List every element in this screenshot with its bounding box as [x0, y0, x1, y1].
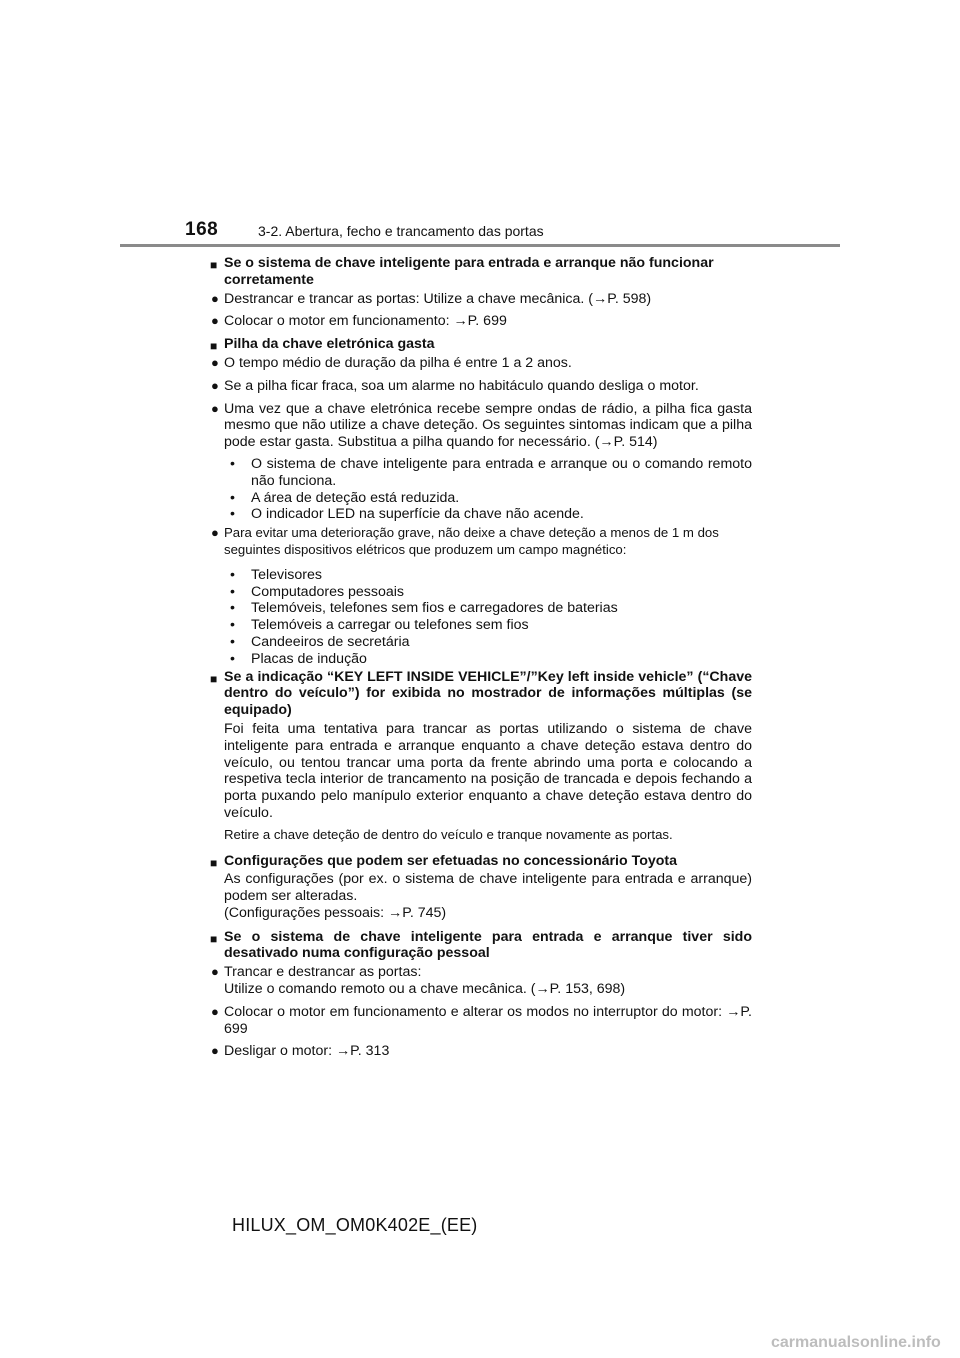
paragraph: Retire a chave deteção de dentro do veículo e tranque novamente as portas.: [224, 826, 673, 842]
symptom-list: [210, 456, 752, 523]
list-item-text: Destrancar e trancar as portas: Utilize a chave mecânica. (→P. 598): [224, 290, 652, 307]
sub-list-item-text: Telemóveis a carregar ou telefones sem fios: [251, 617, 529, 634]
section-heading-dealer-settings: [210, 853, 752, 870]
sub-list-item-text: Placas de indução: [251, 650, 367, 667]
sub-list-item-text: A área de deteção está reduzida.: [251, 489, 460, 506]
round-bullet-icon: ●: [211, 1003, 219, 1019]
document-code: HILUX_OM_OM0K402E_(EE): [232, 1215, 478, 1235]
sub-list-item: • A área de deteção está reduzida.: [230, 489, 460, 506]
paragraph: As configurações (por ex. o sistema de chave inteligente para entrada e arranque) podem ser alteradas.: [224, 871, 752, 905]
list-item-text: Utilize o comando remoto ou a chave mecânica. (→P. 153, 698): [224, 981, 626, 998]
list-item-text: Trancar e destrancar as portas:: [224, 964, 422, 981]
round-bullet-icon: ●: [211, 525, 219, 541]
round-bullet-icon: ●: [211, 354, 219, 370]
section-heading-battery-depletion: [210, 336, 752, 353]
page-number: 168: [185, 219, 219, 240]
paragraph: Foi feita uma tentativa para trancar as portas utilizando o sistema de chave inteligente para entrada e arranque enquanto a chave deteção estava dentro do veículo, ou tentou trancar uma porta da frente abrindo uma porta e colocando a respetiva tecla interior de trancamento na posição de trancada e depois fechando a porta puxando pelo manípulo exterior enquanto a chave deteção estava dentro do veículo.: [224, 720, 752, 821]
list-item-text: Desligar o motor: →P. 313: [224, 1043, 390, 1060]
heading-text: Se a indicação “KEY LEFT INSIDE VEHICLE”/”Key left inside vehicle” (“Chave dentro do veículo”) for exibida no mostrador de informações múltiplas (se equipado): [224, 668, 752, 719]
round-bullet-icon: ●: [211, 964, 219, 980]
sub-list-item-text: Telemóveis, telefones sem fios e carregadores de baterias: [251, 600, 618, 617]
list-item-text: Uma vez que a chave eletrónica recebe sempre ondas de rádio, a pilha fica gasta mesmo que não utilize a chave deteção. Os seguintes sintomas indicam que a pilha pode estar gasta. Substitua a pilha quando for necessário. (→P. 514): [224, 400, 752, 451]
list-item-text: Se a pilha ficar fraca, soa um alarme no habitáculo quando desliga o motor.: [224, 377, 699, 394]
square-bullet-icon: ■: [210, 931, 218, 946]
sub-list-item: • Placas de indução: [230, 650, 367, 667]
watermark: carmanualsonline.info: [771, 1334, 941, 1351]
sub-list-item: • O sistema de chave inteligente para entrada e arranque ou o comando remoto não funciona.: [230, 455, 752, 489]
header-divider: [120, 244, 840, 247]
section-title: 3-2. Abertura, fecho e trancamento das portas: [258, 223, 544, 239]
list-item: [210, 525, 752, 559]
device-list: [210, 567, 752, 668]
sub-list-item: • Candeeiros de secretária: [230, 633, 410, 650]
section-heading-smart-key-malfunction: [210, 255, 752, 289]
heading-text: Se o sistema de chave inteligente para entrada e arranque não funcionar corretamente: [224, 255, 714, 288]
sub-list-item-text: O sistema de chave inteligente para entrada e arranque ou o comando remoto não funciona.: [251, 455, 752, 489]
sub-list-item-text: Candeeiros de secretária: [251, 633, 410, 650]
page-header: [0, 0, 960, 250]
sub-list-item: • Telemóveis a carregar ou telefones sem fios: [230, 617, 529, 634]
sub-list-item: • Telemóveis, telefones sem fios e carregadores de baterias: [230, 600, 618, 617]
square-bullet-icon: ■: [210, 339, 218, 354]
list-item: [210, 378, 752, 395]
sub-list-item-text: Computadores pessoais: [251, 583, 404, 600]
section-heading-system-deactivated: [210, 929, 752, 963]
square-bullet-icon: ■: [210, 855, 218, 870]
heading-text: Pilha da chave eletrónica gasta: [224, 336, 435, 353]
sub-list-item: • Computadores pessoais: [230, 583, 404, 600]
round-bullet-icon: ●: [211, 1043, 219, 1059]
list-item-text: Colocar o motor em funcionamento e alterar os modos no interruptor do motor: →P. 699: [224, 1003, 752, 1037]
round-bullet-icon: ●: [211, 400, 219, 416]
list-item: [210, 964, 752, 998]
page-content: [210, 255, 752, 1060]
sub-list-item-text: O indicador LED na superfície da chave não acende.: [251, 506, 584, 523]
list-item: [210, 313, 752, 330]
section-heading-key-left-inside: [210, 669, 752, 719]
list-item-text: Colocar o motor em funcionamento: →P. 699: [224, 313, 507, 330]
paragraph: (Configurações pessoais: →P. 745): [224, 904, 447, 921]
sub-list-item: • Televisores: [230, 566, 322, 583]
sub-list-item-text: Televisores: [251, 566, 322, 583]
sub-list-item: • O indicador LED na superfície da chave não acende.: [230, 506, 584, 523]
list-item-text: Para evitar uma deterioração grave, não deixe a chave deteção a menos de 1 m dos seguintes dispositivos elétricos que produzem um campo magnético:: [224, 525, 719, 557]
square-bullet-icon: ■: [210, 258, 218, 272]
round-bullet-icon: ●: [211, 377, 219, 393]
list-item: [210, 1043, 752, 1060]
heading-text: Configurações que podem ser efetuadas no concessionário Toyota: [224, 852, 678, 869]
square-bullet-icon: ■: [210, 671, 218, 686]
list-item: [210, 1004, 752, 1038]
list-item: [210, 291, 752, 308]
heading-text: Se o sistema de chave inteligente para entrada e arranque tiver sido desativado numa configuração pessoal: [224, 928, 752, 962]
round-bullet-icon: ●: [211, 313, 219, 329]
list-item: [210, 355, 752, 372]
round-bullet-icon: ●: [211, 290, 219, 306]
list-item: [210, 401, 752, 451]
list-item-text: O tempo médio de duração da pilha é entre 1 a 2 anos.: [224, 354, 572, 371]
